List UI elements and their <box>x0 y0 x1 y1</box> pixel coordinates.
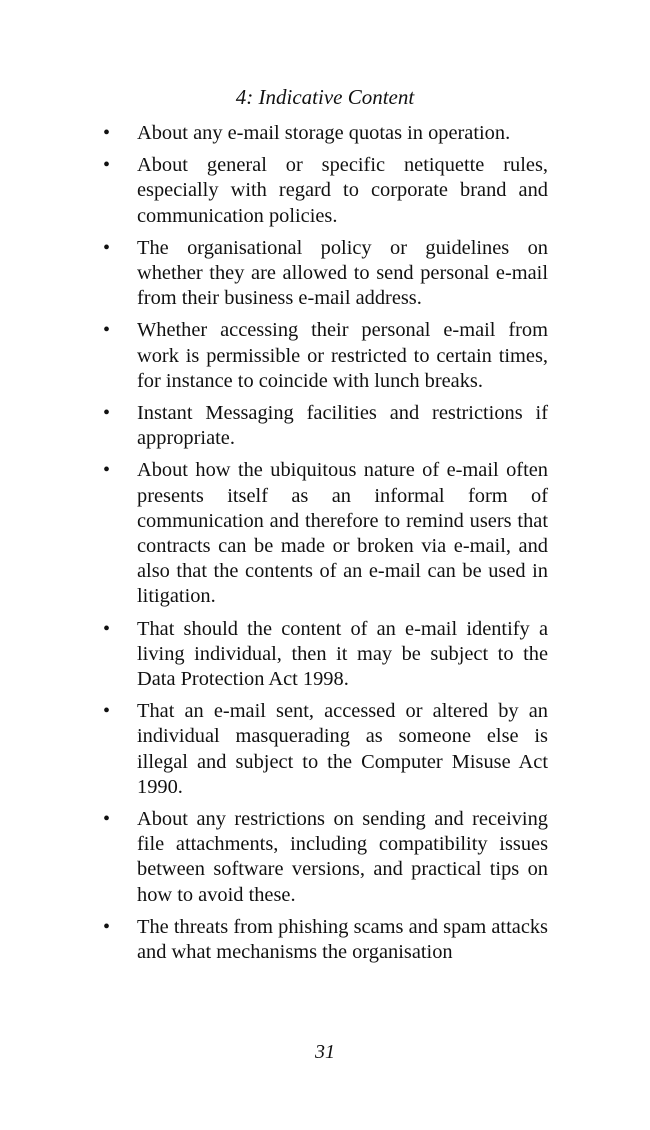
bullet-icon: • <box>103 319 111 342</box>
list-item <box>96 807 548 908</box>
list-item <box>96 318 548 394</box>
list-item <box>96 121 548 146</box>
list-item-text: The organisational policy or guidelines on whether they are allowed to send personal e-mail from their business e-mail address. <box>137 236 548 310</box>
bullet-icon: • <box>103 154 111 177</box>
list-item-text: About any e-mail storage quotas in operation. <box>137 122 511 144</box>
page-number: 31 <box>315 1041 335 1063</box>
bullet-icon: • <box>103 808 111 831</box>
list-item <box>96 236 548 312</box>
bullet-icon: • <box>103 236 111 259</box>
list-item <box>96 699 548 800</box>
list-item-text: Whether accessing their personal e-mail from work is permissible or restricted to certain times, for instance to coincide with lunch breaks. <box>137 319 548 392</box>
bullet-icon: • <box>103 915 111 938</box>
bullet-list <box>96 121 548 972</box>
running-header: 4: Indicative Content <box>235 85 415 109</box>
list-item-text: Instant Messaging facilities and restrictions if appropriate. <box>137 402 548 450</box>
bullet-icon: • <box>103 617 111 640</box>
list-item <box>96 401 548 451</box>
list-item <box>96 617 548 693</box>
list-item-text: The threats from phishing scams and spam attacks and what mechanisms the organisation <box>137 915 548 964</box>
list-item-text: About how the ubiquitous nature of e-mail often presents itself as an informal form of communication and therefore to remind users that contracts can be made or broken via e-mail, and also that the contents of an e-mail can be used in litigation. <box>137 459 548 608</box>
list-item-text: About general or specific netiquette rules, especially with regard to corporate brand and communication policies. <box>137 154 548 227</box>
list-item <box>96 153 548 229</box>
list-item <box>96 458 548 609</box>
list-item-text: That should the content of an e-mail identify a living individual, then it may be subject to the Data Protection Act 1998. <box>137 617 548 691</box>
list-item <box>96 915 548 965</box>
bullet-icon: • <box>103 122 111 144</box>
list-item-text: That an e-mail sent, accessed or altered by an individual masquerading as someone else is illegal and subject to the Computer Misuse Act 1990. <box>137 700 548 798</box>
bullet-icon: • <box>103 459 111 482</box>
list-item-text: About any restrictions on sending and receiving file attachments, including compatibility issues between software versions, and practical tips on how to avoid these. <box>137 808 548 906</box>
bullet-icon: • <box>103 402 111 425</box>
bullet-icon: • <box>103 700 111 723</box>
